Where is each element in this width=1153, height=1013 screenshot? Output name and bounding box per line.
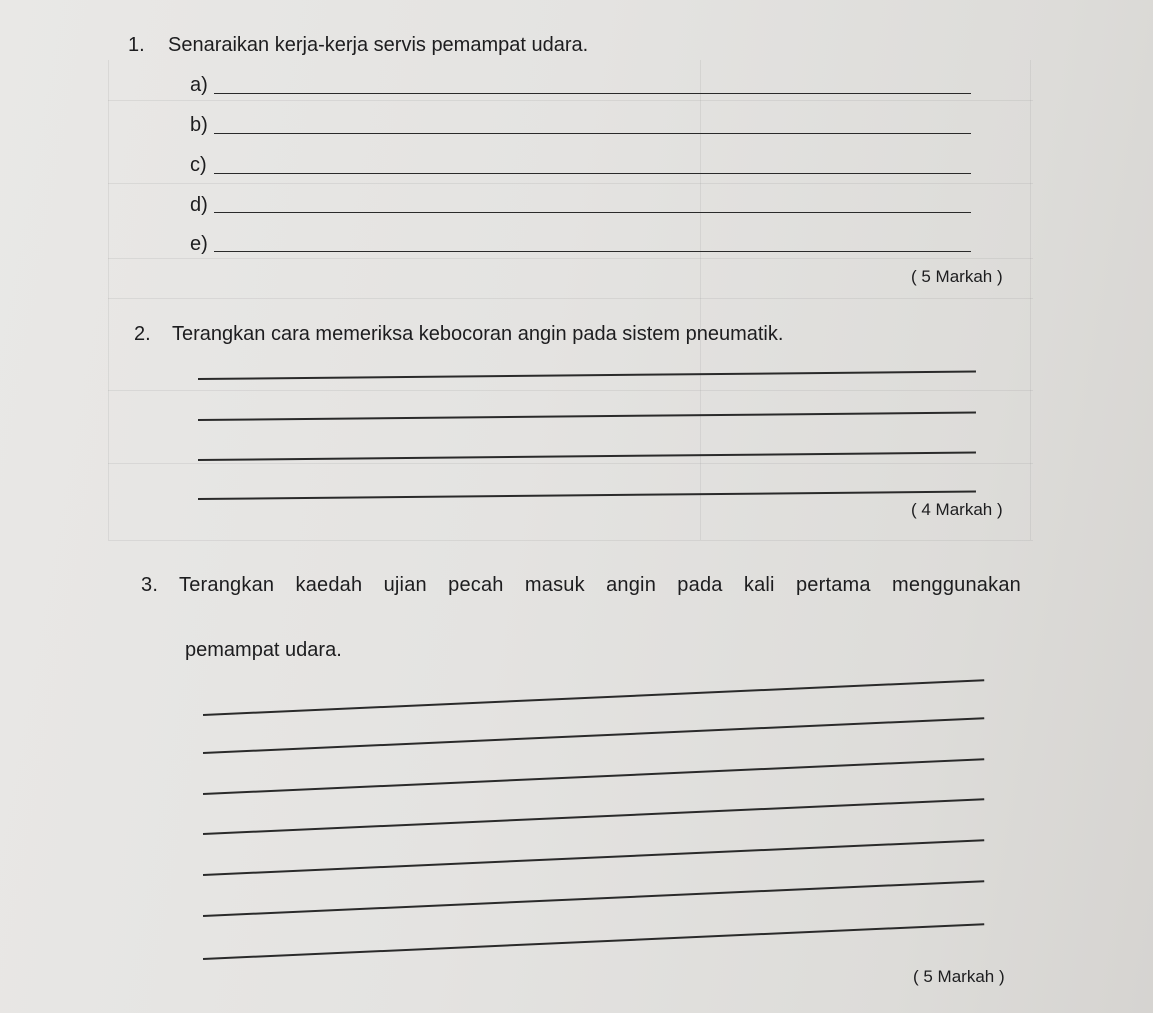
answer-line[interactable] — [203, 798, 984, 834]
bleed-line — [108, 258, 1033, 259]
question-number: 2. — [134, 323, 151, 345]
answer-line[interactable] — [198, 491, 976, 500]
question-text: Senaraikan kerja-kerja servis pemampat udara. — [168, 34, 589, 56]
answer-line[interactable] — [203, 839, 984, 875]
question-3 — [141, 573, 1021, 597]
question-2 — [134, 322, 783, 346]
question-text-continued: pemampat udara. — [185, 639, 342, 661]
answer-line-c[interactable] — [214, 173, 971, 174]
marks-q2: ( 4 Markah ) — [911, 500, 1003, 519]
answer-line-a[interactable] — [214, 93, 971, 94]
bleed-line — [700, 60, 701, 540]
item-label-e: e) — [190, 233, 208, 255]
bleed-line — [108, 390, 1033, 391]
answer-line-b[interactable] — [214, 133, 971, 134]
answer-line[interactable] — [203, 758, 984, 794]
answer-line[interactable] — [203, 880, 984, 916]
answer-line[interactable] — [203, 717, 984, 753]
bleed-line — [108, 60, 109, 540]
question-1 — [128, 33, 588, 57]
question-text: Terangkan kaedah ujian pecah masuk angin pada kali pertama menggunakan — [179, 574, 1021, 596]
answer-line-e[interactable] — [214, 251, 971, 252]
question-number: 3. — [141, 574, 159, 596]
answer-line[interactable] — [198, 371, 976, 380]
item-label-a: a) — [190, 74, 208, 96]
answer-line[interactable] — [203, 679, 984, 715]
item-label-b: b) — [190, 114, 208, 136]
bleed-line — [1030, 60, 1031, 540]
bleed-line — [108, 183, 1033, 184]
bleed-line — [108, 100, 1033, 101]
bleed-line — [108, 540, 1033, 541]
answer-line[interactable] — [198, 412, 976, 421]
item-label-c: c) — [190, 154, 207, 176]
bleed-line — [108, 463, 1033, 464]
item-label-d: d) — [190, 194, 208, 216]
answer-line-d[interactable] — [214, 212, 971, 213]
marks-q1: ( 5 Markah ) — [911, 267, 1003, 286]
question-number: 1. — [128, 34, 145, 56]
answer-line[interactable] — [203, 923, 984, 959]
marks-q3: ( 5 Markah ) — [913, 967, 1005, 986]
question-text: Terangkan cara memeriksa kebocoran angin pada sistem pneumatik. — [172, 323, 784, 345]
bleed-line — [108, 298, 1033, 299]
answer-line[interactable] — [198, 452, 976, 461]
